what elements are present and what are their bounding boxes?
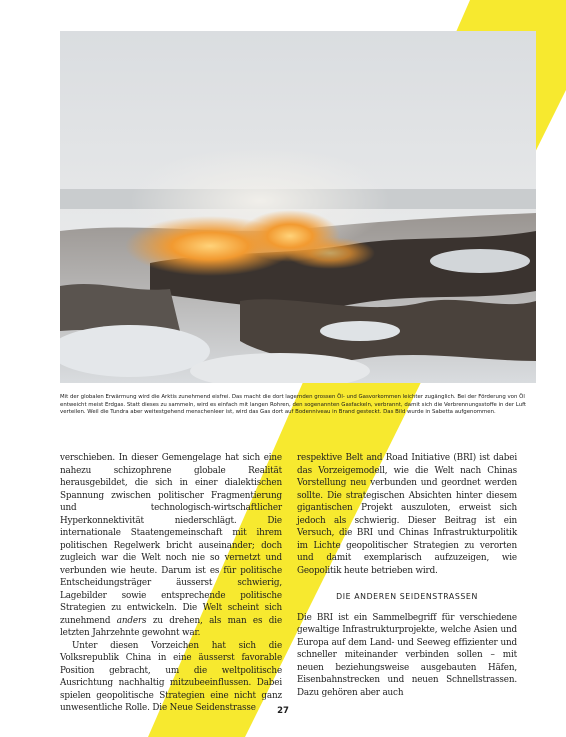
arctic-gas-flare-photo [60,31,536,383]
paragraph-text: verschieben. In dieser Gemengelage hat sich eine nahezu schizophrene globale Realität herausgebildet, die sich in einer dialektischen Spannung zwischen politischer Fragmentierung und technologisch-wirtschaftlicher Hyperkonnektivität niederschlägt. Die internationale Staatengemeinschaft mit ihrem politischen Regelwerk bricht auseinander; doch zugleich war die Welt noch nie so vernetzt und verbunden wie heute. Darum ist es für politische Entscheidungsträger äusserst schwierig, Lagebilder sowie entsprechende politische Strategien zu entwickeln. Die Welt scheint sich zunehmend [60,453,282,626]
paragraph [60,452,282,640]
body-column-right [297,452,517,699]
paragraph: respektive Belt and Road Initiative (BRI) ist dabei das Vorzeigemodell, wie die Welt nach Chinas Vorstellung neu verbunden und geordnet werden sollte. Die strategischen Absichten hinter diesem gigantischen Projekt auszuloten, erweist sich jedoch als schwierig. Dieser Beitrag ist ein Versuch, die BRI und Chinas Infrastrukturpolitik im Lichte geopolitischer Strategien zu verorten und damit exemplarisch aufzuzeigen, wie Geopolitik heute betrieben wird. [297,453,517,576]
emphasis-text: anders [116,615,147,626]
photo-caption: Mit der globalen Erwärmung wird die Arktis zunehmend eisfrei. Das macht die dort lagernden grossen Öl- und Gasvorkommen leichter zugänglich. Bei der Förderung von Öl entweicht meist Erdgas. Statt dieses zu sammeln, wird es einfach mit langen Rohren, den sogenannten Gasfackeln, verbrannt, damit sich die Verbrennungsstoffe in der Luft verteilen. Weil die Tundra aber weitestgehend menschenleer ist, wird das Gas dort auf Bodenniveau in Brand gesteckt. Das Bild wurde in Sabetta aufgenommen. [60,394,527,416]
paragraph: Unter diesen Vorzeichen hat sich die Volksrepublik China in eine äusserst favorable Position gebracht, um die weltpolitische Ausrichtung nachhaltig mitzubeeinflussen. Dabei spielen geopolitische Strategien eine nicht ganz unwesentliche Rolle. Die Neue Seidenstrasse [60,640,282,713]
section-subheading: DIE ANDEREN SEIDENSTRASSEN [336,592,478,601]
paragraph: Die BRI ist ein Sammelbegriff für verschiedene gewaltige Infrastrukturprojekte, welche Asien und Europa auf dem Land- und Seeweg effizienter und schneller miteinander verbinden sollen – mit neuen beziehungsweise ausgebauten Häfen, Eisenbahnstrecken und neuen Schnellstrassen. Dazu gehören aber auch [297,612,517,698]
page-number: 27 [277,706,289,716]
body-column-left [60,452,282,715]
paragraph-text: zu drehen, als man es die letzten Jahrzehnte gewohnt war. [60,615,282,638]
